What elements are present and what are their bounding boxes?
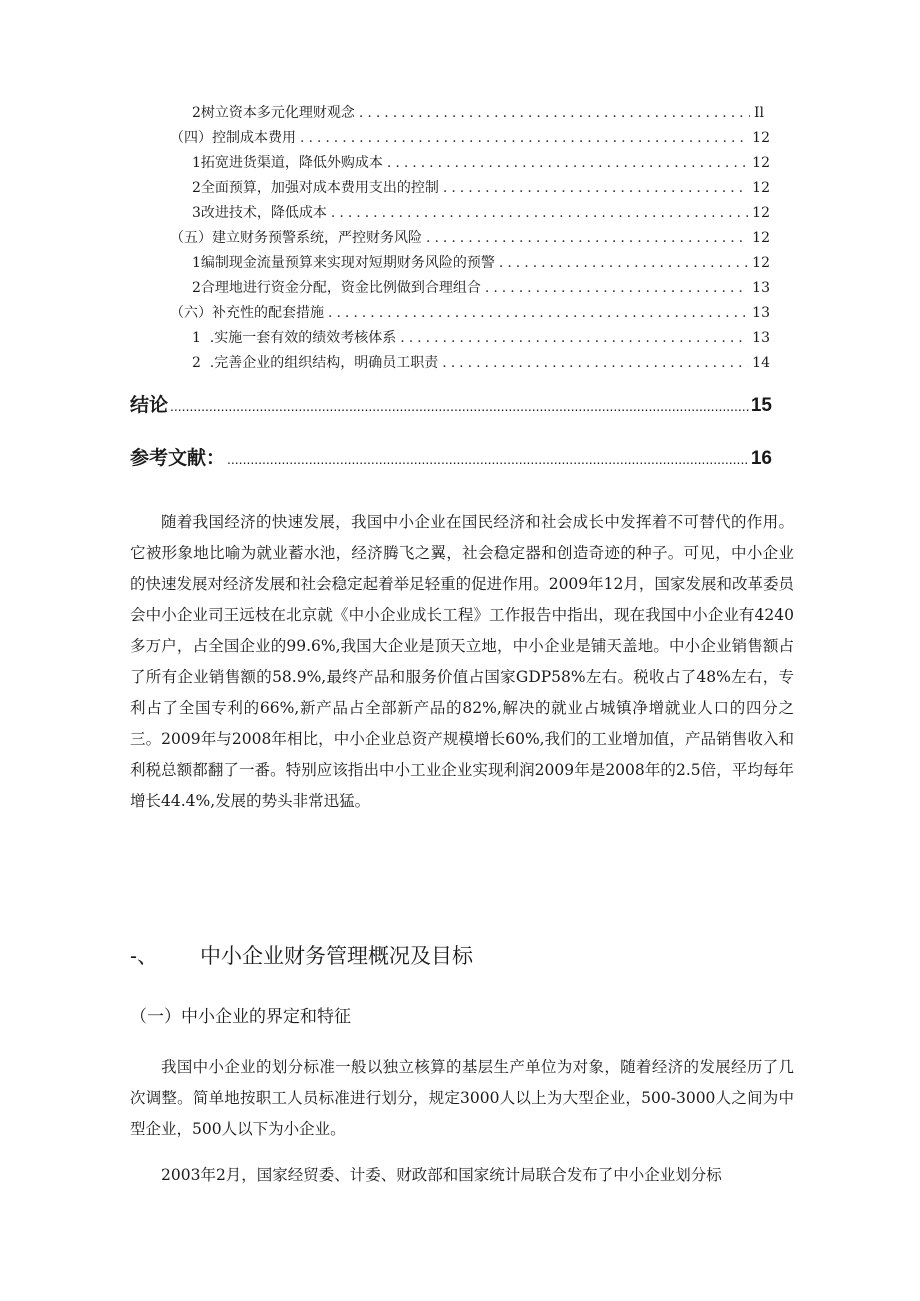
toc-references-label: 参考文献： bbox=[130, 448, 226, 469]
toc-leader-dots bbox=[328, 304, 748, 322]
toc-item[interactable] bbox=[170, 129, 770, 147]
toc-item[interactable] bbox=[192, 329, 770, 347]
toc-item-page: 13 bbox=[752, 305, 770, 321]
toc-leader-dots bbox=[485, 279, 748, 297]
toc-item[interactable] bbox=[192, 254, 770, 272]
toc-leader-dots bbox=[170, 394, 749, 418]
toc-item-label: 2 .完善企业的组织结构，明确员工职责 bbox=[192, 355, 439, 371]
toc-item-page: 12 bbox=[752, 230, 770, 246]
toc-references[interactable] bbox=[130, 447, 772, 471]
toc-leader-dots bbox=[400, 329, 748, 347]
toc-item-label: 3改进技术，降低成本 bbox=[192, 205, 327, 221]
section-heading bbox=[130, 942, 473, 972]
toc-item-page: 13 bbox=[752, 280, 770, 296]
toc-item-label: 1 .实施一套有效的绩效考核体系 bbox=[192, 330, 397, 346]
toc-item-label: 1编制现金流量预算来实现对短期财务风险的预警 bbox=[192, 255, 495, 271]
toc-item-page: 13 bbox=[752, 330, 770, 346]
toc-leader-dots bbox=[300, 129, 748, 147]
toc-leader-dots bbox=[442, 354, 748, 372]
toc-item-label: 2全面预算，加强对成本费用支出的控制 bbox=[192, 180, 439, 196]
toc-leader-dots bbox=[359, 104, 750, 122]
toc-item-page: 12 bbox=[752, 180, 770, 196]
toc-item[interactable] bbox=[192, 104, 764, 122]
toc-item-label: （六）补充性的配套措施 bbox=[170, 305, 324, 321]
toc-references-page: 16 bbox=[750, 448, 772, 469]
toc-item-page: Il bbox=[753, 105, 764, 121]
section-number: -、 bbox=[130, 945, 158, 968]
toc-item-label: 2树立资本多元化理财观念 bbox=[192, 105, 355, 121]
toc-conclusion-page: 15 bbox=[750, 395, 772, 416]
section-title: 中小企业财务管理概况及目标 bbox=[200, 945, 473, 968]
toc-item[interactable] bbox=[192, 179, 770, 197]
toc-item[interactable] bbox=[192, 154, 770, 172]
toc-leader-dots bbox=[499, 254, 748, 272]
subsection-heading: （一）中小企业的界定和特征 bbox=[130, 1007, 351, 1026]
toc-item[interactable] bbox=[170, 229, 770, 247]
toc-conclusion[interactable] bbox=[130, 394, 772, 418]
toc-leader-dots bbox=[387, 154, 748, 172]
toc-item[interactable] bbox=[192, 204, 770, 222]
toc-item-label: （四）控制成本费用 bbox=[170, 130, 296, 146]
toc-leader-dots bbox=[331, 204, 748, 222]
toc-item-label: （五）建立财务预警系统，严控财务风险 bbox=[170, 230, 422, 246]
toc-item[interactable] bbox=[192, 354, 770, 372]
toc-leader-dots bbox=[426, 229, 748, 247]
toc-item[interactable] bbox=[170, 304, 770, 322]
toc-item-page: 12 bbox=[752, 255, 770, 271]
toc-item-page: 14 bbox=[752, 355, 770, 371]
toc-item-label: 2合理地进行资金分配，资金比例做到合理组合 bbox=[192, 280, 481, 296]
toc-leader-dots bbox=[227, 447, 749, 471]
intro-paragraph: 随着我国经济的快速发展，我国中小企业在国民经济和社会成长中发挥着不可替代的作用。它被形象地比喻为就业蓄水池，经济腾飞之翼，社会稳定器和创造奇迹的种子。可见，中小企业的快速发展对经济发展和社会稳定起着举足轻重的促进作用。2009年12月，国家发展和改革委员会中小企业司王远枝在北京就《中小企业成长工程》工作报告中指出，现在我国中小企业有4240多万户，占全国企业的99.6%,我国大企业是顶天立地，中小企业是铺天盖地。中小企业销售额占了所有企业销售额的58.9%,最终产品和服务价值占国家GDP58%左右。税收占了48%左右，专利占了全国专利的66%,新产品占全部新产品的82%,解决的就业占城镇净增就业人口的四分之三。2009年与2008年相比，中小企业总资产规模增长60%,我们的工业增加值，产品销售收入和利税总额都翻了一番。特别应该指出中小工业企业实现利润2009年是2008年的2.5倍，平均每年增长44.4%,发展的势头非常迅猛。 bbox=[130, 513, 794, 810]
body-paragraph: 我国中小企业的划分标准一般以独立核算的基层生产单位为对象，随着经济的发展经历了几次调整。简单地按职工人员标准进行划分，规定3000人以上为大型企业，500-3000人之间为中型企业，500人以下为小企业。 bbox=[130, 1058, 794, 1138]
toc-item-page: 12 bbox=[752, 205, 770, 221]
toc-item-page: 12 bbox=[752, 130, 770, 146]
toc-conclusion-label: 结论 bbox=[130, 395, 169, 416]
toc-item-label: 1拓宽进货渠道，降低外购成本 bbox=[192, 155, 383, 171]
toc-leader-dots bbox=[443, 179, 748, 197]
toc-item[interactable] bbox=[192, 279, 770, 297]
toc-item-page: 12 bbox=[752, 155, 770, 171]
body-paragraph: 2003年2月，国家经贸委、计委、财政部和国家统计局联合发布了中小企业划分标 bbox=[161, 1166, 722, 1184]
